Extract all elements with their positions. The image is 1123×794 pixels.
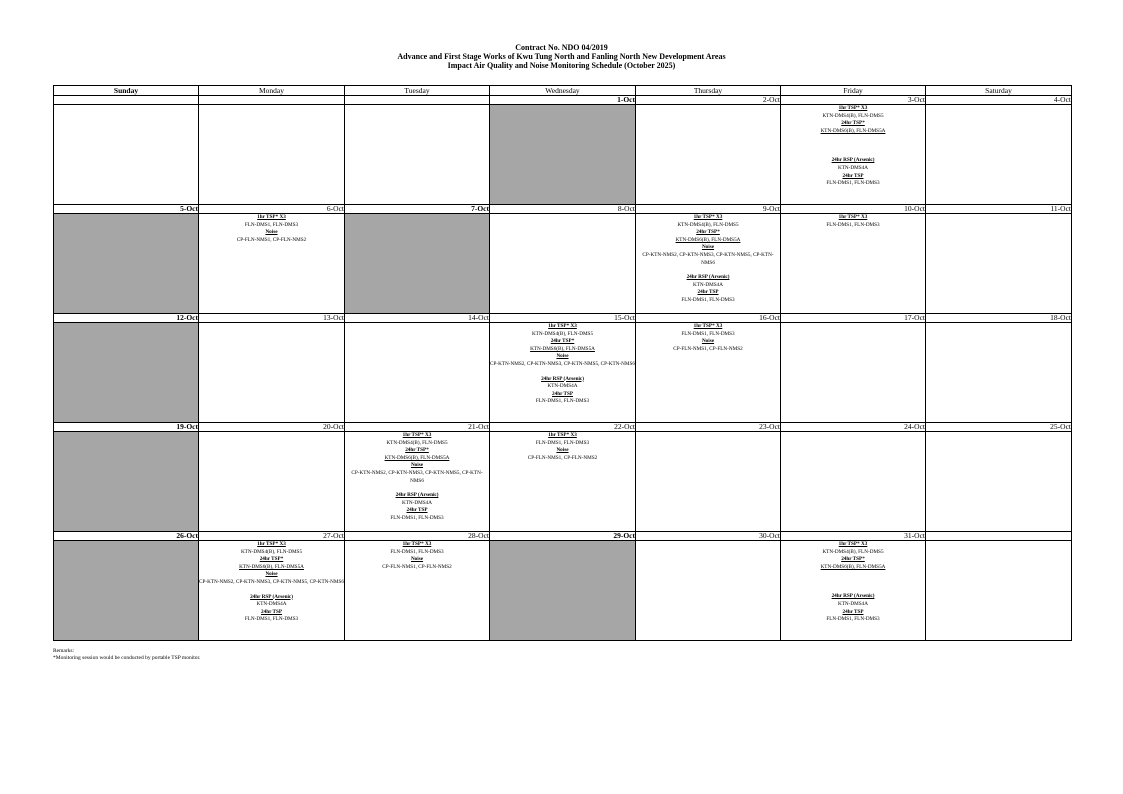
schedule-cell [490, 214, 636, 314]
tsp-24hr-star-label: 24hr TSP* [550, 338, 575, 345]
schedule-cell [199, 541, 345, 641]
station-list: KTN-DMS6(B), FLN-DMS5A [820, 127, 886, 134]
remarks-note: *Monitoring session would be conducted by portable TSP monitor. [53, 655, 201, 661]
schedule-row [54, 541, 1072, 641]
schedule-row [54, 432, 1072, 532]
station-list: KTN-DMS4(B), FLN-DMS5 [822, 112, 884, 119]
schedule-cell [490, 323, 636, 423]
rsp-24hr-label: 24hr RSP (Arsenic) [395, 492, 439, 499]
date-cell [199, 96, 345, 105]
schedule-cell [636, 541, 781, 641]
date-cell: 19-Oct [54, 423, 199, 432]
date-cell: 4-Oct [926, 96, 1072, 105]
date-cell: 17-Oct [781, 314, 926, 323]
holiday-cell [345, 214, 490, 314]
station-list: KTN-DMS4(B), FLN-DMS5 [822, 548, 884, 555]
tsp-24hr-label: 24hr TSP [552, 390, 573, 397]
tsp-1hr-label: 1hr TSP* X3 [257, 541, 286, 547]
schedule-cell [781, 541, 926, 641]
noise-label: Noise [410, 556, 424, 563]
date-cell [345, 96, 490, 105]
date-cell: 12-Oct [54, 314, 199, 323]
tsp-1hr-label: 1hr TSP* X3 [257, 214, 286, 220]
date-cell [926, 532, 1072, 541]
noise-label: Noise [410, 462, 424, 469]
tsp-1hr-label: 1hr TSP* X3 [548, 432, 577, 438]
station-list: KTN-DMS4A [547, 383, 578, 390]
date-row [54, 205, 1072, 214]
tsp-24hr-label: 24hr TSP [842, 608, 864, 615]
holiday-cell [54, 323, 199, 423]
date-cell: 9-Oct [636, 205, 781, 214]
schedule-cell [926, 105, 1072, 205]
schedule-cell [636, 432, 781, 532]
tsp-24hr-label: 24hr TSP [842, 172, 864, 179]
holiday-cell [54, 432, 199, 532]
station-list: KTN-DMS4(B), FLN-DMS5 [677, 221, 739, 228]
schedule-row [54, 323, 1072, 423]
date-cell: 30-Oct [636, 532, 781, 541]
station-list: FLN-DMS1, FLN-DMS3 [681, 296, 735, 303]
day-name-saturday: Saturday [926, 86, 1072, 96]
tsp-1hr-label: 1hr TSP* X3 [402, 432, 432, 438]
schedule-cell [926, 432, 1072, 532]
holiday-cell [54, 214, 199, 314]
station-list: KTN-DMS4A [838, 164, 868, 171]
schedule-cell [926, 214, 1072, 314]
station-list: KTN-DMS4A [256, 601, 287, 608]
station-list: CP-KTN-NMS2, CP-KTN-NMS3, CP-KTN-NMS5, CP-KTN-NMS6 [642, 251, 774, 266]
station-list: FLN-DMS1, FLN-DMS3 [826, 180, 880, 187]
date-row [54, 532, 1072, 541]
station-list: CP-KTN-NMS2, CP-KTN-NMS3, CP-KTN-NMS5, CP-KTN-NMS6 [351, 469, 483, 484]
station-list: FLN-DMS1, FLN-DMS3 [244, 616, 299, 623]
remarks-title: Remarks: [53, 648, 75, 654]
station-list: KTN-DMS6(B), FLN-DMS5A [239, 563, 304, 570]
schedule-cell [199, 323, 345, 423]
date-cell: 27-Oct [199, 532, 345, 541]
day-name-friday: Friday [781, 86, 926, 96]
schedule-cell [345, 432, 490, 532]
calendar-table [53, 85, 1072, 641]
schedule-cell [636, 214, 781, 314]
date-cell: 13-Oct [199, 314, 345, 323]
date-cell: 15-Oct [490, 314, 636, 323]
tsp-24hr-label: 24hr TSP [697, 289, 719, 296]
remarks [53, 648, 200, 662]
station-list: FLN-DMS1, FLN-DMS3 [390, 514, 444, 521]
day-name-monday: Monday [199, 86, 345, 96]
station-list: CP-FLN-NMS1, CP-FLN-NMS2 [236, 236, 307, 243]
date-cell: 1-Oct [490, 96, 636, 105]
date-cell: 10-Oct [781, 205, 926, 214]
rsp-24hr-label: 24hr RSP (Arsenic) [250, 593, 293, 600]
date-cell: 25-Oct [926, 423, 1072, 432]
schedule-cell [345, 323, 490, 423]
station-list: FLN-DMS1, FLN-DMS3 [535, 398, 590, 405]
date-cell: 6-Oct [199, 205, 345, 214]
schedule-cell [781, 432, 926, 532]
day-name-sunday: Sunday [54, 86, 199, 96]
station-list: KTN-DMS4(B), FLN-DMS5 [240, 548, 303, 555]
schedule-cell [636, 105, 781, 205]
rsp-24hr-label: 24hr RSP (Arsenic) [831, 157, 875, 164]
tsp-1hr-label: 1hr TSP* X3 [838, 541, 868, 547]
tsp-24hr-label: 24hr TSP [406, 507, 428, 514]
schedule-cell [636, 323, 781, 423]
schedule-cell [926, 541, 1072, 641]
schedule-row [54, 105, 1072, 205]
schedule-cell [345, 541, 490, 641]
schedule-cell [926, 323, 1072, 423]
noise-label: Noise [265, 571, 278, 578]
date-cell: 29-Oct [490, 532, 636, 541]
date-cell: 11-Oct [926, 205, 1072, 214]
date-cell: 24-Oct [781, 423, 926, 432]
date-row [54, 314, 1072, 323]
station-list: KTN-DMS4A [693, 281, 723, 288]
station-list: CP-KTN-NMS2, CP-KTN-NMS3, CP-KTN-NMS5, CP-KTN-NMS6 [199, 578, 344, 585]
date-cell: 7-Oct [345, 205, 490, 214]
rsp-24hr-label: 24hr RSP (Arsenic) [831, 593, 875, 600]
station-list: FLN-DMS1, FLN-DMS3 [390, 548, 444, 555]
tsp-24hr-star-label: 24hr TSP* [405, 447, 429, 454]
schedule-cell [345, 105, 490, 205]
tsp-24hr-label: 24hr TSP [261, 608, 282, 615]
noise-label: Noise [556, 353, 569, 360]
day-name-tuesday: Tuesday [345, 86, 490, 96]
holiday-cell [490, 541, 636, 641]
schedule-cell [199, 214, 345, 314]
station-list: FLN-DMS1, FLN-DMS3 [681, 330, 735, 337]
schedule-cell [199, 105, 345, 205]
date-cell: 18-Oct [926, 314, 1072, 323]
noise-label: Noise [265, 229, 278, 236]
date-cell: 28-Oct [345, 532, 490, 541]
tsp-24hr-star-label: 24hr TSP* [259, 556, 284, 563]
date-row [54, 96, 1072, 105]
date-cell: 5-Oct [54, 205, 199, 214]
day-name-wednesday: Wednesday [490, 86, 636, 96]
tsp-24hr-star-label: 24hr TSP* [841, 556, 865, 563]
station-list: KTN-DMS6(B), FLN-DMS5A [675, 236, 741, 243]
tsp-1hr-label: 1hr TSP* X3 [693, 214, 723, 220]
schedule-cell [781, 214, 926, 314]
date-cell: 31-Oct [781, 532, 926, 541]
date-row [54, 423, 1072, 432]
holiday-cell [490, 105, 636, 205]
date-cell: 22-Oct [490, 423, 636, 432]
station-list: FLN-DMS1, FLN-DMS3 [826, 616, 880, 623]
date-cell: 21-Oct [345, 423, 490, 432]
date-cell: 8-Oct [490, 205, 636, 214]
noise-label: Noise [701, 338, 715, 345]
date-cell: 20-Oct [199, 423, 345, 432]
station-list: KTN-DMS6(B), FLN-DMS5A [384, 454, 450, 461]
tsp-1hr-label: 1hr TSP* X3 [838, 105, 868, 111]
schedule-cell [54, 105, 199, 205]
station-list: KTN-DMS6(B), FLN-DMS5A [820, 563, 886, 570]
schedule-row [54, 214, 1072, 314]
day-name-thursday: Thursday [636, 86, 781, 96]
station-list: FLN-DMS1, FLN-DMS3 [535, 439, 590, 446]
date-cell: 23-Oct [636, 423, 781, 432]
station-list: CP-FLN-NMS1, CP-FLN-NMS2 [673, 345, 743, 352]
station-list: FLN-DMS1, FLN-DMS3 [826, 221, 880, 228]
tsp-24hr-star-label: 24hr TSP* [696, 229, 720, 236]
date-cell [54, 96, 199, 105]
date-cell: 16-Oct [636, 314, 781, 323]
schedule-title: Impact Air Quality and Noise Monitoring Schedule (October 2025) [447, 61, 676, 70]
schedule-cell [490, 432, 636, 532]
station-list: KTN-DMS4A [838, 600, 868, 607]
rsp-24hr-label: 24hr RSP (Arsenic) [686, 274, 730, 281]
station-list: CP-FLN-NMS1, CP-FLN-NMS2 [527, 454, 598, 461]
station-list: CP-FLN-NMS1, CP-FLN-NMS2 [382, 563, 452, 570]
station-list: CP-KTN-NMS2, CP-KTN-NMS3, CP-KTN-NMS5, CP-KTN-NMS6 [490, 360, 635, 367]
station-list: KTN-DMS4(B), FLN-DMS5 [386, 439, 448, 446]
date-cell: 2-Oct [636, 96, 781, 105]
station-list: KTN-DMS4A [402, 499, 432, 506]
date-cell: 14-Oct [345, 314, 490, 323]
tsp-1hr-label: 1hr TSP* X3 [402, 541, 432, 547]
rsp-24hr-label: 24hr RSP (Arsenic) [541, 375, 584, 382]
station-list: KTN-DMS4(B), FLN-DMS5 [531, 330, 594, 337]
date-cell: 26-Oct [54, 532, 199, 541]
contract-number: Contract No. NDO 04/2019 [515, 43, 608, 52]
tsp-1hr-label: 1hr TSP* X3 [548, 323, 577, 329]
tsp-24hr-star-label: 24hr TSP* [841, 120, 865, 127]
tsp-1hr-label: 1hr TSP* X3 [838, 214, 868, 220]
station-list: FLN-DMS1, FLN-DMS3 [244, 221, 299, 228]
day-header-row [54, 86, 1072, 96]
date-cell: 3-Oct [781, 96, 926, 105]
noise-label: Noise [701, 244, 715, 251]
schedule-cell [199, 432, 345, 532]
schedule-cell [781, 323, 926, 423]
tsp-1hr-label: 1hr TSP* X3 [693, 323, 723, 329]
project-title: Advance and First Stage Works of Kwu Tung North and Fanling North New Development Areas [397, 52, 726, 61]
document-header [0, 43, 1123, 70]
noise-label: Noise [556, 447, 569, 454]
station-list: KTN-DMS6(B), FLN-DMS5A [530, 345, 595, 352]
schedule-cell [781, 105, 926, 205]
holiday-cell [54, 541, 199, 641]
